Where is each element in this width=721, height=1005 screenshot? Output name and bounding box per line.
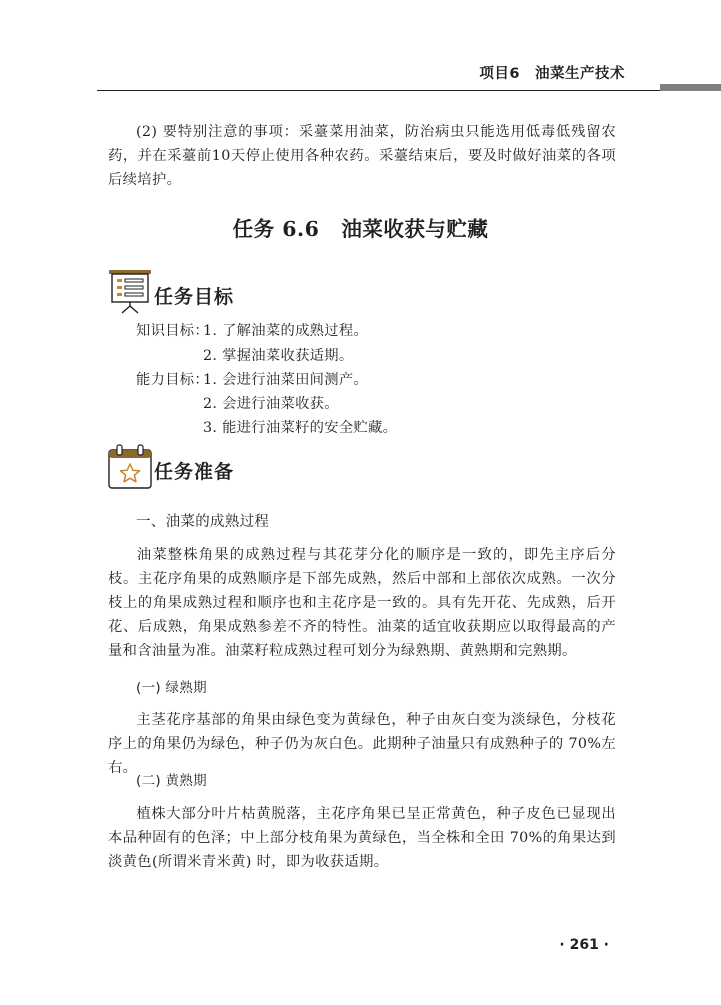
subsection-paragraph: 植株大部分叶片枯黄脱落，主花序角果已呈正常黄色，种子皮色已显现出本品种固有的色泽；中上部分枝角果为黄绿色，当全株和全田 70%的角果达到淡黄色(所谓米青米黄) 时，即为收获适期。 bbox=[108, 806, 616, 870]
ability-label: 能力目标： bbox=[136, 372, 209, 388]
intro-paragraph: (2) 要特别注意的事项：采薹菜用油菜，防治病虫只能选用低毒低残留农药，并在采薹前10天停止使用各种农药。采薹结束后，要及时做好油菜的各项后续培护。 bbox=[108, 124, 616, 188]
knowledge-label: 知识目标： bbox=[136, 323, 209, 339]
ability-item: 3. 能进行油菜籽的安全贮藏。 bbox=[203, 420, 398, 436]
ability-item: 2. 会进行油菜收获。 bbox=[203, 396, 339, 412]
task-title bbox=[0, 212, 721, 242]
task-number: 任务 6.6 bbox=[232, 217, 320, 241]
subsection-paragraph: 主茎花序基部的角果由绿色变为黄绿色，种子由灰白变为淡绿色，分枝花序上的角果仍为绿色，种子仍为灰白色。此期种子油量只有成熟种子的 70%左右。 bbox=[108, 712, 616, 776]
knowledge-item: 2. 掌握油菜收获适期。 bbox=[203, 348, 354, 364]
preparation-heading: 任务准备 bbox=[154, 461, 235, 483]
subsection-title: (二) 黄熟期 bbox=[136, 773, 207, 789]
section-title: 一、油菜的成熟过程 bbox=[136, 514, 270, 530]
header-rule bbox=[97, 90, 720, 91]
objectives-heading: 任务目标 bbox=[154, 286, 235, 308]
header-accent-bar bbox=[660, 84, 721, 91]
presentation-board-icon bbox=[107, 268, 153, 314]
task-name: 油菜收获与贮藏 bbox=[341, 217, 489, 241]
calendar-star-icon bbox=[107, 444, 153, 490]
page-number: · 261 · bbox=[559, 937, 609, 953]
running-header: 项目6 油菜生产技术 bbox=[479, 66, 625, 82]
subsection-title: (一) 绿熟期 bbox=[136, 680, 207, 696]
knowledge-item: 1. 了解油菜的成熟过程。 bbox=[203, 323, 369, 339]
ability-item: 1. 会进行油菜田间测产。 bbox=[203, 372, 369, 388]
section-paragraph: 油菜整株角果的成熟过程与其花芽分化的顺序是一致的，即先主序后分枝。主花序角果的成熟顺序是下部先成熟，然后中部和上部依次成熟。一次分枝上的角果成熟过程和顺序也和主花序是一致的。具有先开花、先成熟，后开花、后成熟，角果成熟参差不齐的特性。油菜的适宜收获期应以取得最高的产量和含油量为准。油菜籽粒成熟过程可划分为绿熟期、黄熟期和完熟期。 bbox=[108, 547, 616, 659]
